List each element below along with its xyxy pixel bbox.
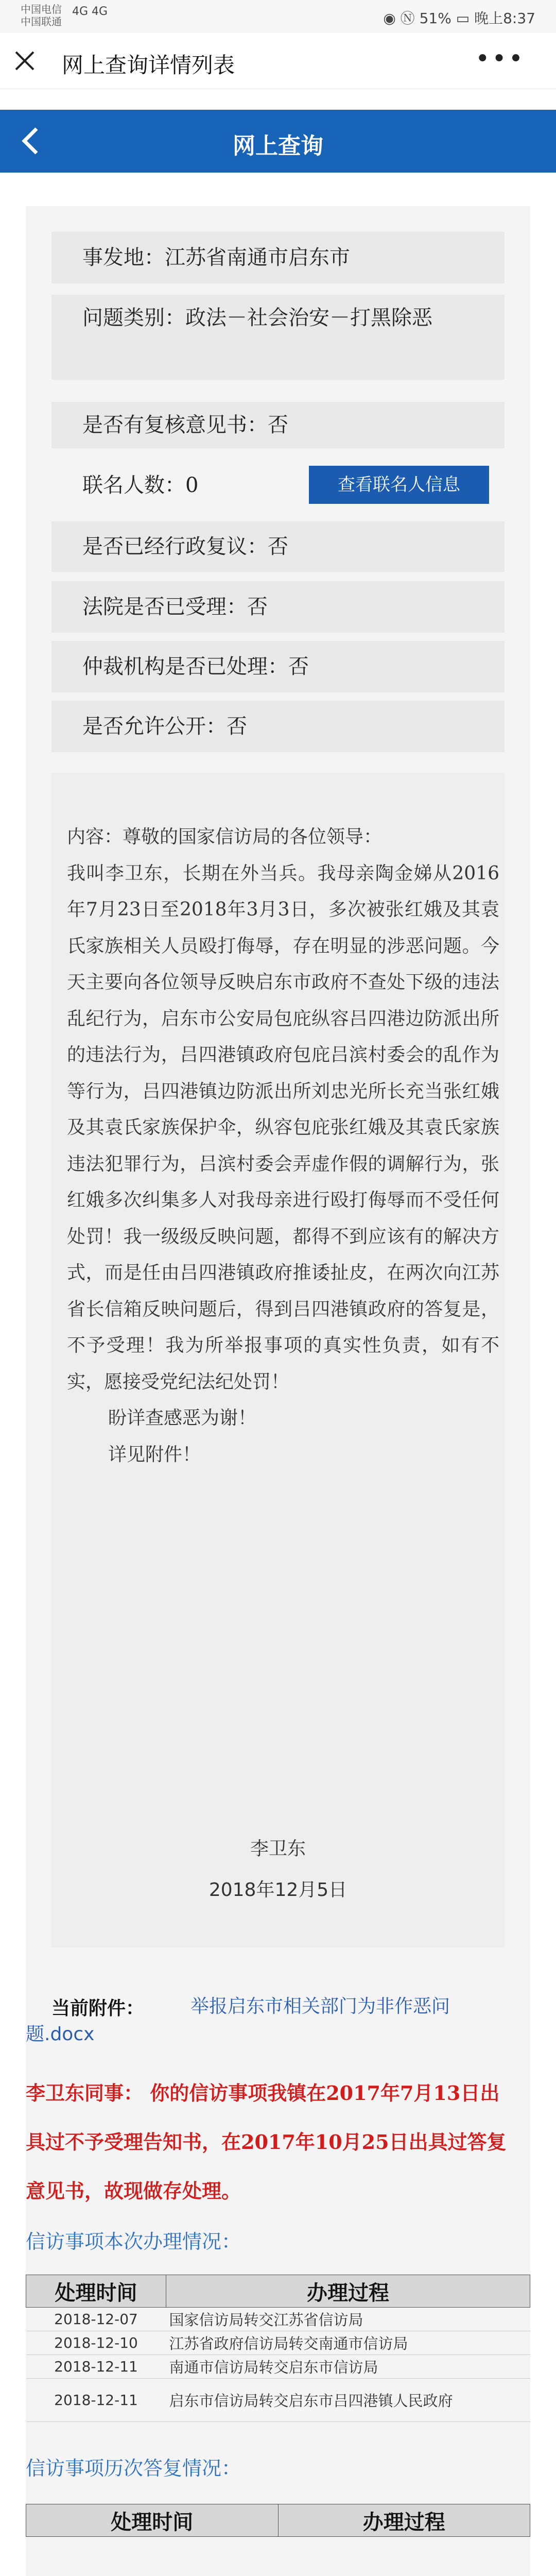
- category-field: 问题类别：政法－社会治安－打黑除恶: [51, 295, 505, 380]
- col-header-process: 办理过程: [278, 2504, 530, 2537]
- table-row: [26, 2355, 530, 2379]
- attachment-label: 当前附件：: [51, 1997, 145, 2019]
- location-field: 事发地：江苏省南通市启东市: [51, 232, 505, 283]
- review-opinion-field: 是否有复核意见书：否: [51, 402, 505, 448]
- history-table: [26, 2504, 530, 2537]
- page-title: 网上查询详情列表: [62, 53, 235, 78]
- row-process: 南通市信访局转交启东市信访局: [166, 2355, 530, 2379]
- battery-level: 51%: [419, 10, 451, 27]
- row-process: 国家信访局转交江苏省信访局: [166, 2308, 530, 2331]
- notice-text: 李卫东同事： 你的信访事项我镇在2017年7月13日出具过不予受理告知书，在2017年10月25日出具过答复意见书，故现做存处理。: [26, 2081, 507, 2202]
- row-date: 2018-12-11: [26, 2379, 166, 2422]
- clock: 晚上8:37: [474, 10, 535, 27]
- attachment-link-cont[interactable]: 题.docx: [26, 2024, 95, 2045]
- col-header-time: 处理时间: [26, 2504, 279, 2537]
- close-icon[interactable]: [13, 48, 36, 71]
- table-row: [26, 2308, 530, 2331]
- letter-signature: 李卫东: [250, 1838, 306, 1859]
- row-process: 启东市信访局转交启东市吕四港镇人民政府: [166, 2379, 530, 2422]
- current-processing-table: [26, 2275, 530, 2422]
- letter-closing-1: 盼详查感恶为谢！: [108, 1408, 257, 1429]
- col-header-time: 处理时间: [26, 2275, 166, 2308]
- row-date: 2018-12-11: [26, 2355, 166, 2379]
- row-date: 2018-12-07: [26, 2308, 166, 2331]
- allow-public-field: 是否允许公开：否: [51, 701, 505, 752]
- admin-review-field: 是否已经行政复议：否: [51, 521, 505, 572]
- letter-closing-2: 详见附件！: [108, 1444, 201, 1465]
- table-row: [26, 2331, 530, 2355]
- carrier-labels: 中国电信 中国联通: [21, 3, 62, 28]
- nav-title: 网上查询: [233, 133, 323, 159]
- court-accepted-field: 法院是否已受理：否: [51, 581, 505, 633]
- co-signers-field: 联名人数：0: [82, 473, 199, 497]
- col-header-process: 办理过程: [166, 2275, 530, 2308]
- letter-content: [67, 819, 499, 1473]
- signal-icon: 4G 4G: [72, 5, 108, 18]
- row-process: 江苏省政府信访局转交南通市信访局: [166, 2331, 530, 2355]
- history-title: 信访事项历次答复情况：: [26, 2457, 241, 2480]
- nav-bar: [0, 110, 556, 173]
- title-bar: [0, 33, 556, 89]
- status-right: [383, 7, 535, 28]
- more-icon[interactable]: •••: [475, 44, 525, 73]
- letter-body: 我叫李卫东，长期在外当兵。我母亲陶金娣从2016年7月23日至2018年3月3日，多次被张红娥及其袁氏家族相关人员殴打侮辱，存在明显的涉恶问题。今天主要向各位领导反映启东市政府不查处下级的违法乱纪行为，启东市公安局包庇纵容吕四港边防派出所的违法行为，吕四港镇政府包庇吕滨村委会的乱作为等行为，吕四港镇边防派出所刘忠光所长充当张红娥及其袁氏家族保护伞，纵容包庇张红娥及其袁氏家族违法犯罪行为，吕滨村委会弄虚作假的调解行为，张红娥多次纠集多人对我母亲进行殴打侮辱而不受任何处罚！我一级级反映问题，都得不到应该有的解决方式，而是任由吕四港镇政府推诿扯皮，在两次向江苏省长信箱反映问题后，得到吕四港镇政府的答复是，不予受理！我为所举报事项的真实性负责，如有不实，愿接受党纪法纪处罚！: [67, 862, 499, 1393]
- current-processing-title: 信访事项本次办理情况：: [26, 2230, 241, 2253]
- letter-salutation: 内容：尊敬的国家信访局的各位领导：: [67, 826, 383, 848]
- battery-icon: ▭: [456, 10, 470, 27]
- row-date: 2018-12-10: [26, 2331, 166, 2355]
- arbitration-field: 仲裁机构是否已处理：否: [51, 641, 505, 692]
- status-bar: [0, 0, 556, 33]
- table-row: [26, 2379, 530, 2422]
- eye-icon: ◉: [383, 10, 396, 27]
- letter-date: 2018年12月5日: [208, 1879, 348, 1901]
- attachment-link[interactable]: 举报启东市相关部门为非作恶问: [190, 1996, 450, 2017]
- view-co-signers-button[interactable]: 查看联名人信息: [309, 466, 489, 504]
- nfc-icon: Ⓝ: [400, 10, 415, 27]
